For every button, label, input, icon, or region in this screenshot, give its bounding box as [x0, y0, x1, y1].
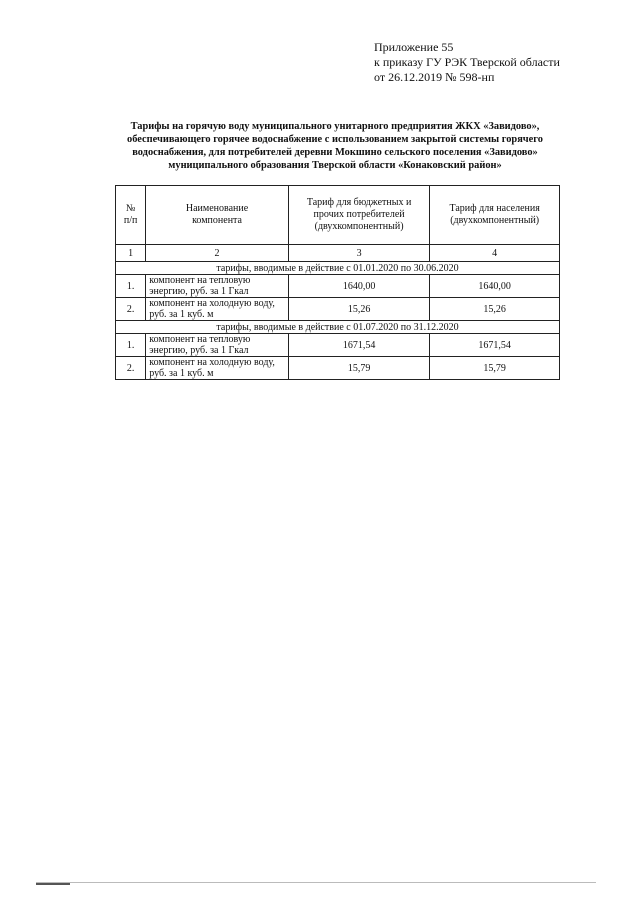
table-row — [116, 334, 560, 357]
period-row — [116, 262, 560, 275]
header-num: № п/п — [116, 186, 146, 245]
column-index: 4 — [430, 245, 560, 262]
title-line: муниципального образования Тверской области «Конаковский район» — [168, 160, 502, 171]
title-line: обеспечивающего горячее водоснабжение с использованием закрытой системы горячего — [127, 134, 543, 145]
header-population: Тариф для населения (двухкомпонентный) — [430, 186, 560, 245]
tariff-table — [115, 185, 560, 380]
row-population: 15,79 — [430, 357, 560, 380]
row-num: 1. — [116, 275, 146, 298]
header-budget: Тариф для бюджетных и прочих потребителей (двухкомпонентный) — [288, 186, 430, 245]
row-name: компонент на холодную воду, руб. за 1 куб. м — [146, 357, 289, 380]
document-title — [100, 120, 570, 172]
row-num: 1. — [116, 334, 146, 357]
header-name: Наименование компонента — [146, 186, 289, 245]
row-budget: 15,79 — [288, 357, 430, 380]
column-index: 1 — [116, 245, 146, 262]
table-row — [116, 298, 560, 321]
appendix-line: к приказу ГУ РЭК Тверской области — [374, 55, 560, 69]
period-row — [116, 321, 560, 334]
scan-bottom-mark — [36, 883, 70, 885]
column-index-row — [116, 245, 560, 262]
appendix-line: от 26.12.2019 № 598-нп — [374, 70, 495, 84]
period-label: тарифы, вводимые в действие с 01.01.2020 по 30.06.2020 — [116, 262, 560, 275]
appendix-header — [374, 40, 560, 85]
column-index: 2 — [146, 245, 289, 262]
title-line: Тарифы на горячую воду муниципального унитарного предприятия ЖКХ «Завидово», — [130, 121, 540, 132]
title-line: водоснабжения, для потребителей деревни Мокшино сельского поселения «Завидово» — [132, 147, 538, 158]
row-population: 1671,54 — [430, 334, 560, 357]
row-budget: 1640,00 — [288, 275, 430, 298]
period-label: тарифы, вводимые в действие с 01.07.2020 по 31.12.2020 — [116, 321, 560, 334]
row-num: 2. — [116, 298, 146, 321]
table-row — [116, 275, 560, 298]
row-budget: 15,26 — [288, 298, 430, 321]
row-population: 15,26 — [430, 298, 560, 321]
table-row — [116, 357, 560, 380]
row-name: компонент на тепловую энергию, руб. за 1 Гкал — [146, 334, 289, 357]
scan-bottom-line — [36, 882, 596, 883]
appendix-line: Приложение 55 — [374, 40, 454, 54]
row-name: компонент на холодную воду, руб. за 1 куб. м — [146, 298, 289, 321]
row-population: 1640,00 — [430, 275, 560, 298]
row-name: компонент на тепловую энергию, руб. за 1 Гкал — [146, 275, 289, 298]
table-header-row — [116, 186, 560, 245]
column-index: 3 — [288, 245, 430, 262]
row-budget: 1671,54 — [288, 334, 430, 357]
row-num: 2. — [116, 357, 146, 380]
